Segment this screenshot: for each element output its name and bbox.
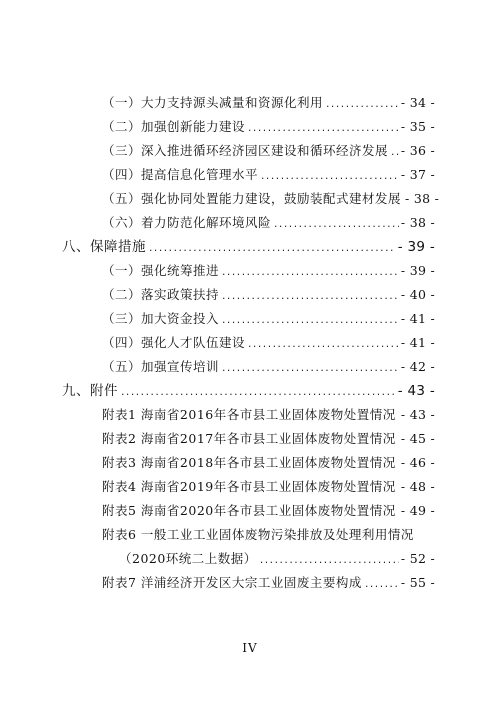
toc-entry-label: （六）着力防范化解环境风险 (102, 215, 272, 230)
toc-entry-label: （一）大力支持源头减量和资源化利用 (102, 95, 324, 110)
toc-entry-label: 附表5 海南省2020年各市县工业固体废物处置情况 (102, 503, 396, 518)
toc-entry-label: 附表2 海南省2017年各市县工业固体废物处置情况 (102, 431, 396, 446)
toc-entry[interactable] (102, 311, 435, 329)
toc-entry[interactable] (102, 215, 435, 233)
toc-leader-dots (398, 457, 399, 473)
toc-leader-dots (221, 361, 399, 377)
toc-entry-label: 附表4 海南省2019年各市县工业固体废物处置情况 (102, 479, 396, 494)
toc-entry-page: - 43 - (400, 407, 435, 422)
toc-chapter[interactable] (62, 383, 435, 401)
toc-entry-page: - 52 - (400, 551, 435, 566)
toc-leader-dots (221, 289, 399, 305)
toc-entry-label: 附表1 海南省2016年各市县工业固体废物处置情况 (102, 407, 396, 422)
toc-entry-page: - 49 - (400, 503, 435, 518)
toc-entry-label: 附表6 一般工业工业固体废物污染排放及处理利用情况 (102, 527, 414, 542)
toc-leader-dots (260, 169, 399, 185)
toc-entry-page: - 37 - (400, 167, 435, 182)
toc-entry-label: （二）落实政策扶持 (102, 287, 220, 302)
toc-leader-dots (398, 409, 399, 425)
toc-chapter-label: 九、附件 (62, 383, 118, 399)
toc-entry-page: - 35 - (400, 119, 435, 134)
toc-leader-dots (247, 337, 399, 353)
toc-entry[interactable] (102, 503, 435, 521)
toc-entry-page: - 45 - (400, 431, 435, 446)
toc-entry-label: （三）加大资金投入 (102, 311, 220, 326)
toc-entry-page: - 46 - (400, 455, 435, 470)
toc-leader-dots (221, 265, 399, 281)
toc-leader-dots (364, 577, 399, 593)
toc-leader-dots (120, 385, 396, 401)
toc-entry-page: - 36 - (400, 143, 435, 158)
toc-entry-label: （四）提高信息化管理水平 (102, 167, 259, 182)
toc-entry-label: 附表3 海南省2018年各市县工业固体废物处置情况 (102, 455, 396, 470)
toc-entry[interactable] (102, 359, 435, 377)
toc-entry-label: （三）深入推进循环经济园区建设和循环经济发展 (102, 143, 389, 158)
toc-entry-page: - 39 - (400, 263, 435, 278)
toc-entry[interactable] (102, 143, 435, 161)
toc-entry[interactable] (102, 479, 435, 497)
toc-entry-label: （二）加强创新能力建设 (102, 119, 246, 134)
toc-entry[interactable] (102, 455, 435, 473)
toc-leader-dots (325, 97, 399, 113)
toc-entry[interactable] (102, 167, 435, 185)
toc-entry-continued[interactable] (119, 551, 435, 569)
toc-chapter[interactable] (62, 239, 435, 257)
toc-leader-dots (273, 217, 399, 233)
toc-entry[interactable] (102, 95, 435, 113)
toc-entry[interactable] (102, 575, 435, 593)
toc-entry-page: - 48 - (400, 479, 435, 494)
toc-entry-label: （五）强化协同处置能力建设，鼓励装配式建材发展 (102, 191, 402, 206)
toc-entry[interactable] (102, 191, 440, 209)
toc-leader-dots (390, 145, 399, 161)
page-number: IV (242, 641, 258, 655)
toc-entry[interactable] (102, 431, 435, 449)
toc-entry-label: 附表7 洋浦经济开发区大宗工业固废主要构成 (102, 575, 362, 590)
toc-chapter-label: 八、保障措施 (62, 239, 146, 255)
toc-chapter-page: - 43 - (397, 383, 435, 399)
toc-leader-dots (398, 481, 399, 497)
toc-entry-label: （一）强化统筹推进 (102, 263, 220, 278)
toc-entry[interactable] (102, 287, 435, 305)
toc-entry[interactable] (102, 407, 435, 425)
toc-entry[interactable] (102, 263, 435, 281)
toc-entry-page: - 40 - (400, 287, 435, 302)
toc-entry[interactable] (102, 335, 435, 353)
toc-entry[interactable] (102, 527, 435, 543)
toc-entry-page: - 42 - (400, 359, 435, 374)
toc-entry-page: - 34 - (400, 95, 435, 110)
toc-leader-dots (247, 121, 399, 137)
toc-entry-page: - 41 - (400, 311, 435, 326)
toc-chapter-page: - 39 - (397, 239, 435, 255)
toc-leader-dots (221, 313, 399, 329)
toc-entry-page: - 38 - (400, 215, 435, 230)
toc-entry-label: （2020环统二上数据） (119, 551, 257, 566)
toc-entry-label: （四）强化人才队伍建设 (102, 335, 246, 350)
toc-entry-page: - 41 - (400, 335, 435, 350)
toc-entry[interactable] (102, 119, 435, 137)
toc-entry-label: （五）加强宣传培训 (102, 359, 220, 374)
toc-leader-dots (148, 241, 396, 257)
toc-leader-dots (398, 433, 399, 449)
toc-leader-dots (259, 553, 399, 569)
toc-entry-page: - 55 - (400, 575, 435, 590)
toc-entry-page: - 38 - (405, 191, 440, 206)
toc-leader-dots (398, 505, 399, 521)
